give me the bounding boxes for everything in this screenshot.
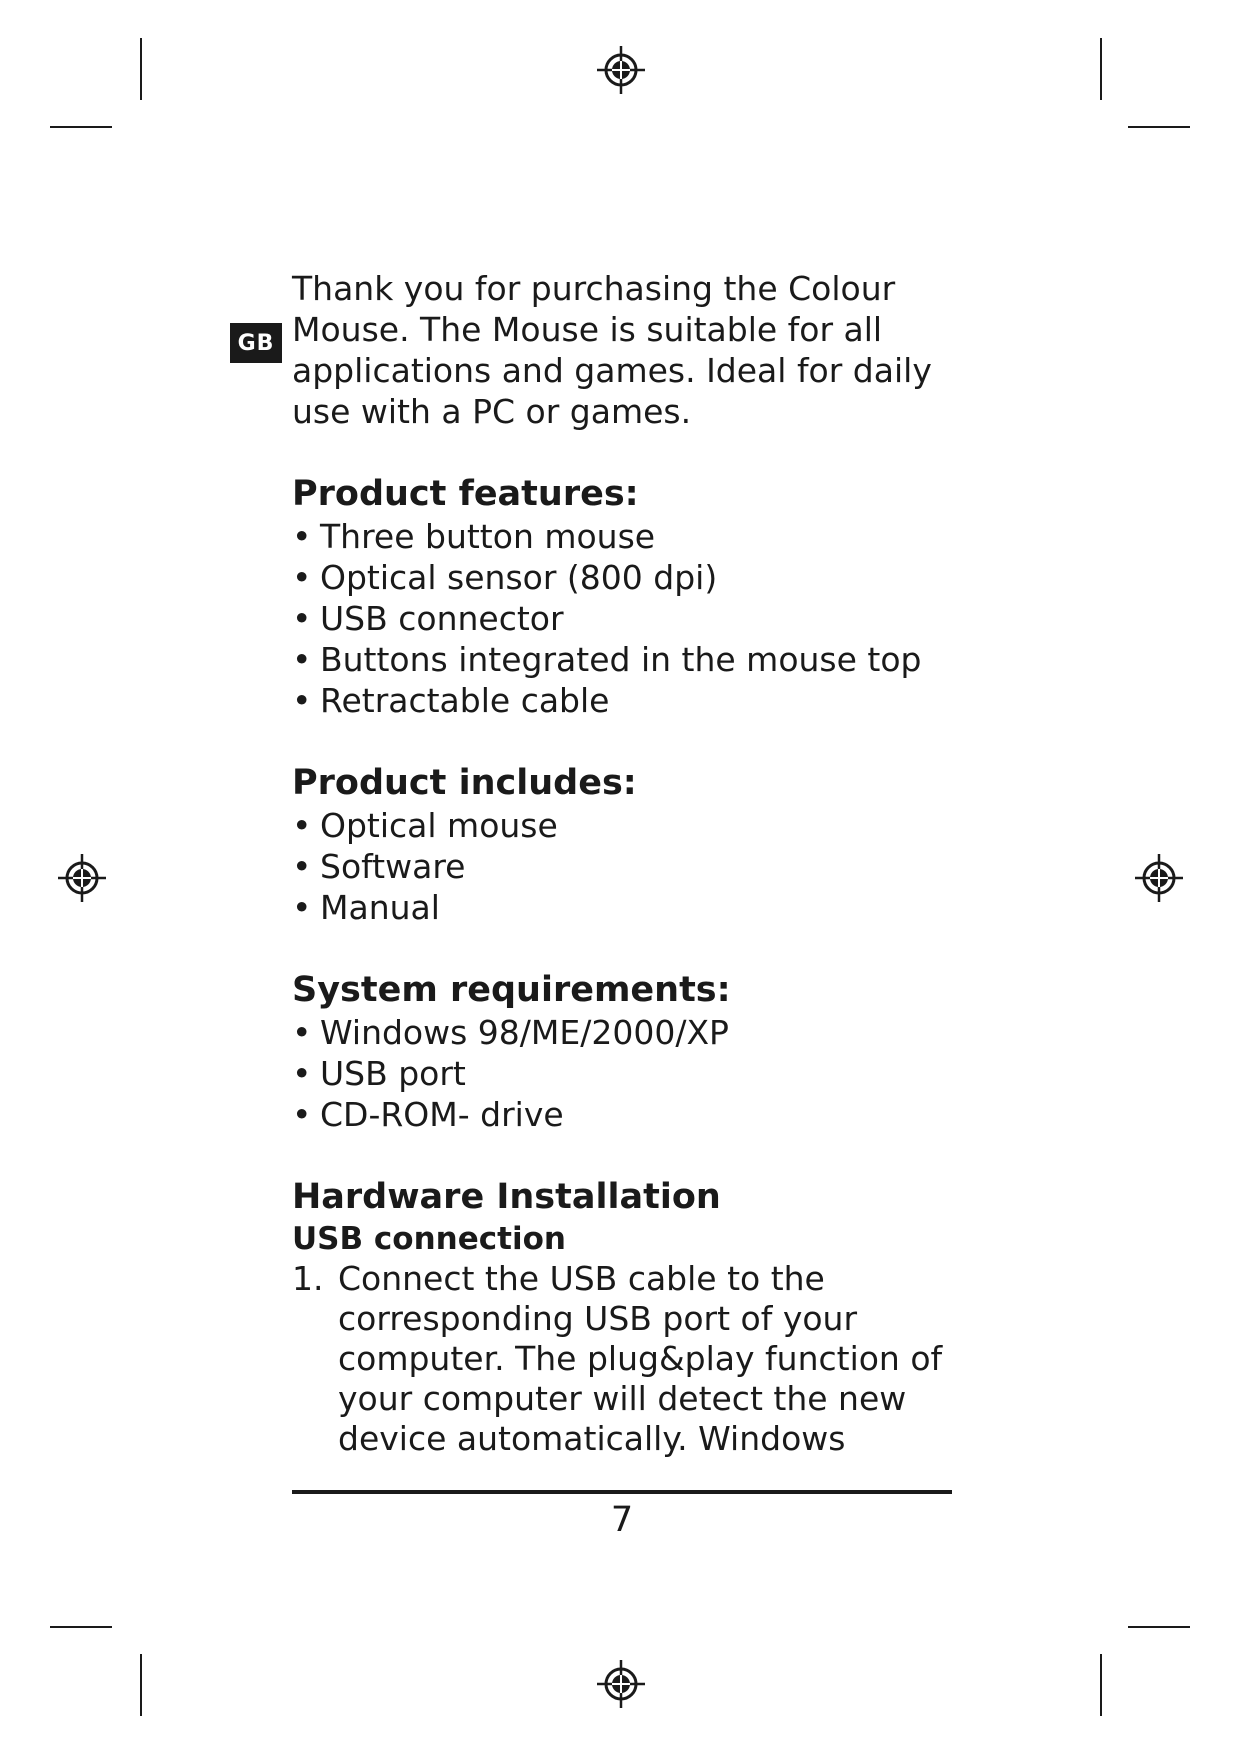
registration-mark-icon — [1133, 852, 1185, 904]
crop-mark-top-left-vertical — [140, 38, 142, 100]
list-item: • USB port — [292, 1053, 972, 1094]
list-item: • Retractable cable — [292, 680, 972, 721]
system-requirements-list — [292, 1012, 972, 1135]
crop-mark-bottom-left-vertical — [140, 1654, 142, 1716]
product-features-list — [292, 516, 972, 721]
list-item: • CD-ROM- drive — [292, 1094, 972, 1135]
hardware-installation-heading: Hardware Installation — [292, 1177, 721, 1217]
page-number: 7 — [610, 1500, 634, 1540]
product-includes-list — [292, 805, 972, 928]
list-item: • Buttons integrated in the mouse top — [292, 639, 972, 680]
list-item: • USB connector — [292, 598, 972, 639]
crop-mark-bottom-right-horizontal — [1128, 1626, 1190, 1628]
product-includes-heading: Product includes: — [292, 763, 637, 803]
list-item: • Software — [292, 846, 972, 887]
list-item: • Optical sensor (800 dpi) — [292, 557, 972, 598]
step-number: 1. — [292, 1259, 324, 1298]
crop-mark-top-right-horizontal — [1128, 126, 1190, 128]
list-item: • Manual — [292, 887, 972, 928]
crop-mark-bottom-right-vertical — [1100, 1654, 1102, 1716]
manual-page-content — [292, 268, 972, 1459]
footer-divider — [292, 1490, 952, 1494]
intro-paragraph: Thank you for purchasing the Colour Mouse. The Mouse is suitable for all applications and games. Ideal for daily use with a PC or games. — [292, 269, 932, 431]
system-requirements-heading: System requirements: — [292, 970, 731, 1010]
installation-steps-list — [292, 1259, 972, 1459]
usb-connection-subheading: USB connection — [292, 1221, 566, 1257]
registration-mark-icon — [595, 44, 647, 96]
list-item — [292, 1259, 972, 1459]
step-text: Connect the USB cable to the corresponding USB port of your computer. The plug&play function of your computer will detect the new device automatically. Windows — [338, 1259, 943, 1458]
registration-mark-icon — [595, 1658, 647, 1710]
crop-mark-top-left-horizontal — [50, 126, 112, 128]
product-features-heading: Product features: — [292, 474, 639, 514]
list-item: • Windows 98/ME/2000/XP — [292, 1012, 972, 1053]
registration-mark-icon — [56, 852, 108, 904]
list-item: • Three button mouse — [292, 516, 972, 557]
crop-mark-top-right-vertical — [1100, 38, 1102, 100]
crop-mark-bottom-left-horizontal — [50, 1626, 112, 1628]
list-item: • Optical mouse — [292, 805, 972, 846]
language-tag: GB — [230, 323, 282, 363]
